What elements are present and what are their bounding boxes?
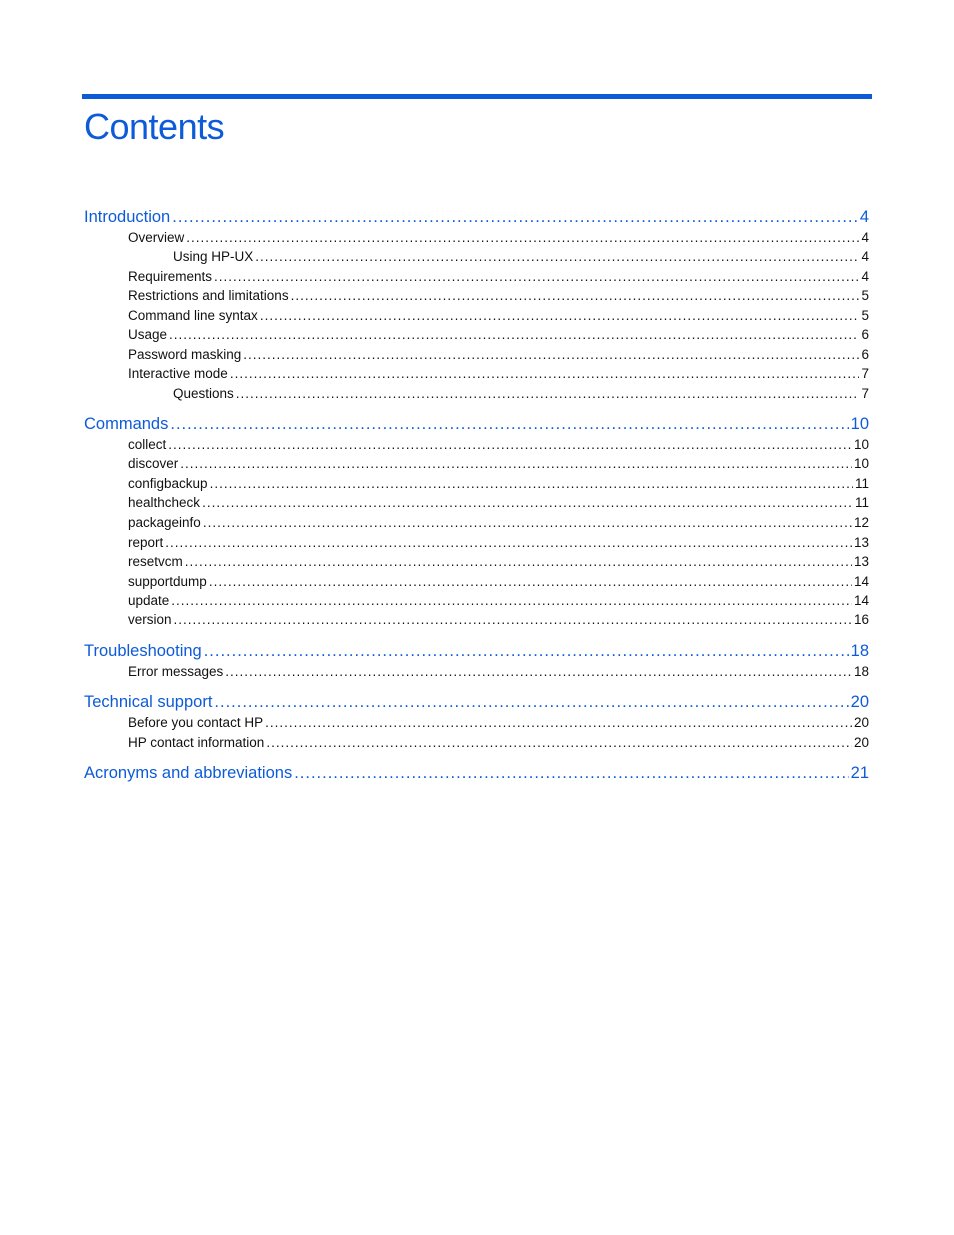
dot-leader [214,692,848,712]
toc-entry-label: discover [128,456,179,471]
dot-leader [294,763,848,783]
dot-leader [214,268,859,286]
toc-entry-label: Questions [173,386,234,401]
toc-entry-label: Overview [128,230,185,245]
toc-entry-error-messages[interactable] [128,663,869,681]
dot-leader [186,229,859,247]
toc-entry-label: HP contact information [128,735,265,750]
dot-leader [174,611,852,629]
dot-leader [169,326,859,344]
toc-entry-label: packageinfo [128,515,201,530]
toc-entry-discover[interactable] [128,455,869,473]
dot-leader [168,436,852,454]
toc-entry-label: Introduction [84,208,171,226]
toc-entry-label: healthcheck [128,495,201,510]
toc-entry-label: Restrictions and limitations [128,288,289,303]
toc-entry-page: 18 [850,642,869,660]
toc-entry-collect[interactable] [128,436,869,454]
dot-leader [225,663,852,681]
toc-entry-page: 20 [853,735,869,750]
dot-leader [230,365,860,383]
toc-entry-requirements[interactable] [128,268,869,286]
dot-leader [185,553,852,571]
toc-entry-page: 4 [859,208,869,226]
toc-entry-technical-support[interactable] [84,692,869,712]
toc-entry-acronyms-and-abbreviations[interactable] [84,763,869,783]
dot-leader [171,592,852,610]
dot-leader [203,514,852,532]
toc-entry-label: Commands [84,415,169,433]
toc-entry-page: 10 [853,437,869,452]
toc-entry-label: Technical support [84,693,213,711]
dot-leader [204,641,849,661]
toc-entry-command-line-syntax[interactable] [128,307,869,325]
toc-entry-page: 20 [853,715,869,730]
dot-leader [180,455,852,473]
dot-leader [165,534,852,552]
toc-entry-password-masking[interactable] [128,346,869,364]
toc-entry-page: 14 [853,593,869,608]
toc-entry-label: Using HP-UX [173,249,254,264]
toc-entry-page: 6 [861,347,869,362]
toc-entry-resetvcm[interactable] [128,553,869,571]
toc-entry-page: 5 [861,288,869,303]
toc-entry-page: 6 [861,327,869,342]
toc-entry-label: collect [128,437,167,452]
toc-entry-page: 7 [861,386,869,401]
toc-entry-page: 7 [861,366,869,381]
toc-entry-supportdump[interactable] [128,573,869,591]
toc-entry-page: 5 [861,308,869,323]
toc-entry-page: 11 [854,476,869,491]
toc-entry-page: 10 [850,415,869,433]
toc-entry-page: 13 [853,554,869,569]
toc-entry-update[interactable] [128,592,869,610]
toc-entry-using-hp-ux[interactable] [173,248,869,266]
toc-entry-label: Acronyms and abbreviations [84,764,293,782]
toc-entry-page: 11 [854,495,869,510]
dot-leader [236,385,860,403]
toc-entry-usage[interactable] [128,326,869,344]
toc-entry-label: version [128,612,172,627]
dot-leader [243,346,859,364]
toc-entry-page: 12 [853,515,869,530]
toc-entry-packageinfo[interactable] [128,514,869,532]
toc-entry-before-you-contact-hp[interactable] [128,714,869,732]
toc-entry-page: 18 [853,664,869,679]
dot-leader [209,573,852,591]
toc-entry-configbackup[interactable] [128,475,869,493]
toc-entry-interactive-mode[interactable] [128,365,869,383]
toc-entry-troubleshooting[interactable] [84,641,869,661]
toc-entry-label: Troubleshooting [84,642,202,660]
toc-entry-page: 14 [853,574,869,589]
toc-entry-label: Before you contact HP [128,715,264,730]
toc-entry-label: configbackup [128,476,208,491]
toc-entry-hp-contact-information[interactable] [128,734,869,752]
toc-entry-introduction[interactable] [84,207,869,227]
toc-entry-page: 13 [853,535,869,550]
toc-entry-label: supportdump [128,574,207,589]
toc-entry-commands[interactable] [84,414,869,434]
toc-entry-version[interactable] [128,611,869,629]
toc-entry-page: 21 [850,764,869,782]
toc-entry-label: Password masking [128,347,242,362]
toc-entry-page: 4 [861,230,869,245]
toc-entry-questions[interactable] [173,385,869,403]
dot-leader [210,475,853,493]
toc-entry-page: 4 [861,269,869,284]
toc-entry-label: Error messages [128,664,224,679]
toc-entry-page: 4 [861,249,869,264]
toc-entry-label: resetvcm [128,554,183,569]
dot-leader [266,734,852,752]
dot-leader [291,287,860,305]
dot-leader [265,714,852,732]
dot-leader [260,307,860,325]
toc-entry-report[interactable] [128,534,869,552]
toc-entry-label: Usage [128,327,168,342]
toc-entry-restrictions-and-limitations[interactable] [128,287,869,305]
toc-entry-label: Command line syntax [128,308,258,323]
page-title: Contents [84,106,225,147]
toc-entry-label: report [128,535,164,550]
title-rule [82,94,872,99]
toc-entry-overview[interactable] [128,229,869,247]
dot-leader [170,414,848,434]
toc-entry-healthcheck[interactable] [128,494,869,512]
dot-leader [255,248,859,266]
toc-entry-label: update [128,593,170,608]
dot-leader [202,494,853,512]
toc-entry-page: 10 [853,456,869,471]
toc-entry-page: 16 [853,612,869,627]
toc-entry-label: Interactive mode [128,366,228,381]
toc-entry-page: 20 [850,693,869,711]
dot-leader [172,207,858,227]
toc-entry-label: Requirements [128,269,213,284]
